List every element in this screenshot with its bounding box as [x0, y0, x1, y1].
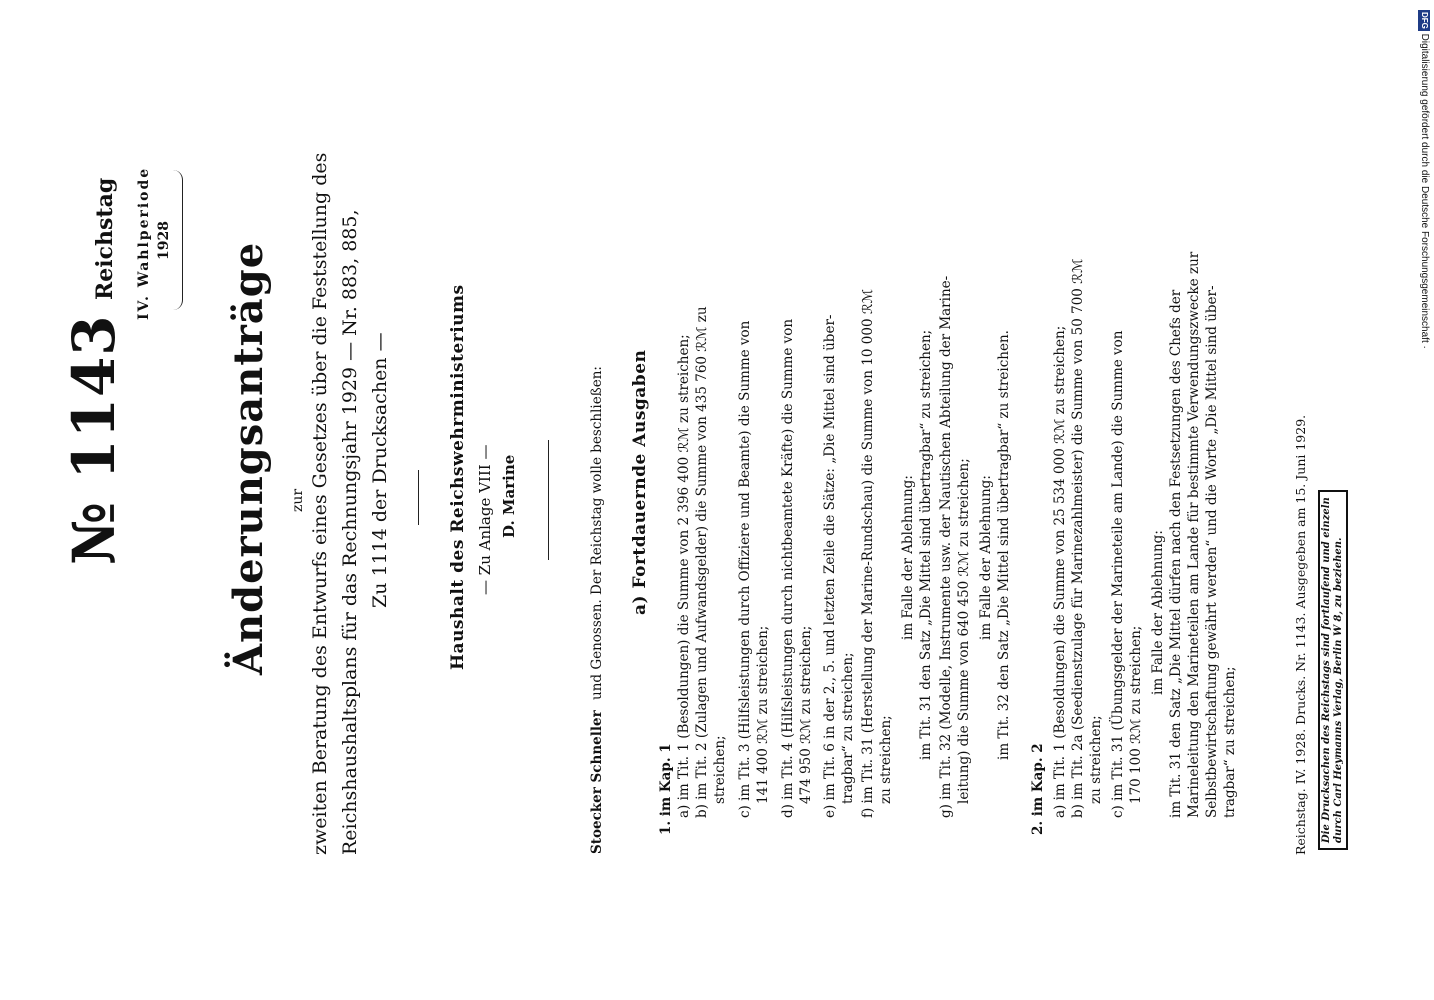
reichstag-period: IV. Wahlperiode [136, 166, 152, 320]
imprint-box [1318, 490, 1348, 850]
digitization-credit [1416, 10, 1430, 390]
list-item: im Tit. 31 den Satz „Die Mittel dürfen nach den Festsetzungen des Chefs der [1168, 289, 1184, 818]
section-title: Haushalt des Reichswehrministeriums [448, 284, 468, 670]
list-item: im Falle der Ablehnung: [1150, 530, 1166, 695]
list-item: tragbar“ zu streichen; [840, 652, 856, 804]
list-item: Selbstbewirtschaftung gewährt werden“ und die Worte „Die Mittel sind über- [1204, 285, 1220, 818]
list-item: 474 950 ℛℳ zu streichen; [798, 625, 814, 804]
footer-line: Reichstag. IV. 1928. Drucks. Nr. 1143. Ausgegeben am 15. Juni 1929. [1293, 414, 1308, 855]
list-item: im Falle der Ablehnung: [900, 475, 916, 640]
main-title: Änderungsanträge [225, 241, 272, 675]
list-item: b) im Tit. 2 (Zulagen und Aufwandsgelder) die Summe von 435 760 ℛℳ zu [694, 306, 710, 818]
reichstag-brace [160, 170, 183, 310]
list-item: streichen; [712, 735, 728, 804]
zur-word: zur [290, 488, 306, 512]
list-item: e) im Tit. 6 in der 2., 5. und letzten Zeile die Sätze: „Die Mittel sind über- [822, 314, 838, 818]
divider-2 [548, 440, 549, 560]
list-item: c) im Tit. 3 (Hilfsleistungen durch Offiziere und Beamte) die Summe von [737, 320, 753, 818]
list-item: a) im Tit. 1 (Besoldungen) die Summe von 2 396 400 ℛℳ zu streichen; [676, 334, 692, 818]
list-item: b) im Tit. 2a (Seedienstzulage für Marinezahlmeister) die Summe von 50 700 ℛℳ [1070, 258, 1086, 818]
heading-fortdauernde-ausgaben: a) Fortdauernde Ausgaben [630, 349, 650, 615]
list-item: leitung) die Summe von 640 450 ℛℳ zu streichen; [956, 458, 972, 804]
divider-1 [418, 470, 419, 525]
imprint-line-2: durch Carl Heymanns Verlag, Berlin W 8, zu beziehen. [1333, 537, 1344, 843]
list-item: 170 100 ℛℳ zu streichen; [1128, 625, 1144, 804]
lead-line-2: Reichshaushaltsplans für das Rechnungsjahr 1929 — Nr. 883, 885, [339, 209, 361, 855]
list-item: 141 400 ℛℳ zu streichen; [755, 625, 771, 804]
list-item: c) im Tit. 31 (Übungsgelder der Marineteile am Lande) die Summe von [1110, 330, 1126, 818]
kap1-label: 1. im Kap. 1 [658, 743, 674, 835]
list-item: im Tit. 31 den Satz „Die Mittel sind übertragbar“ zu streichen; [918, 329, 934, 760]
kap2-label: 2. im Kap. 2 [1030, 743, 1046, 835]
credit-text: Digitalisierung gefördert durch die Deutsche Forschungsgemeinschaft · [1419, 33, 1430, 349]
section-part: D. Marine [500, 454, 518, 538]
section-annex: — Zu Anlage VIII — [476, 444, 494, 595]
list-item: tragbar“ zu streichen; [1222, 666, 1238, 818]
document-number: № 1143 [60, 314, 128, 565]
list-item: im Tit. 32 den Satz „Die Mittel sind übertragbar“ zu streichen. [996, 330, 1012, 760]
reichstag-title: Reichstag [92, 177, 118, 300]
list-item: Marineleitung den Marineteilen am Lande für bestimmte Verwendungszwecke zur [1186, 251, 1202, 818]
lead-line-3: Zu 1114 der Drucksachen — [369, 332, 391, 608]
imprint-line-1: Die Drucksachen des Reichstags sind fortlaufend und einzeln [1321, 497, 1332, 843]
list-item: zu streichen; [1088, 715, 1104, 804]
list-item: a) im Tit. 1 (Besoldungen) die Summe von 25 534 000 ℛℳ zu streichen; [1052, 325, 1068, 818]
intro-text: und Genossen. Der Reichstag wolle beschließen: [589, 366, 605, 700]
dfg-logo: DFG [1420, 12, 1429, 29]
lead-line-1: zweiten Beratung des Entwurfs eines Gesetzes über die Feststellung des [309, 152, 331, 855]
list-item: d) im Tit. 4 (Hilfsleistungen durch nichtbeamtete Kräfte) die Summe von [780, 318, 796, 818]
list-item: im Falle der Ablehnung: [978, 475, 994, 640]
list-item: g) im Tit. 32 (Modelle, Instrumente usw. der Nautischen Abteilung der Marine- [938, 275, 954, 818]
list-item: zu streichen; [878, 715, 894, 804]
intro-authors: Stoecker Schneller [589, 710, 605, 854]
reichstag-year: 1928 [156, 221, 172, 260]
list-item: f) im Tit. 31 (Herstellung der Marine-Rundschau) die Summe von 10 000 ℛℳ [860, 288, 876, 818]
